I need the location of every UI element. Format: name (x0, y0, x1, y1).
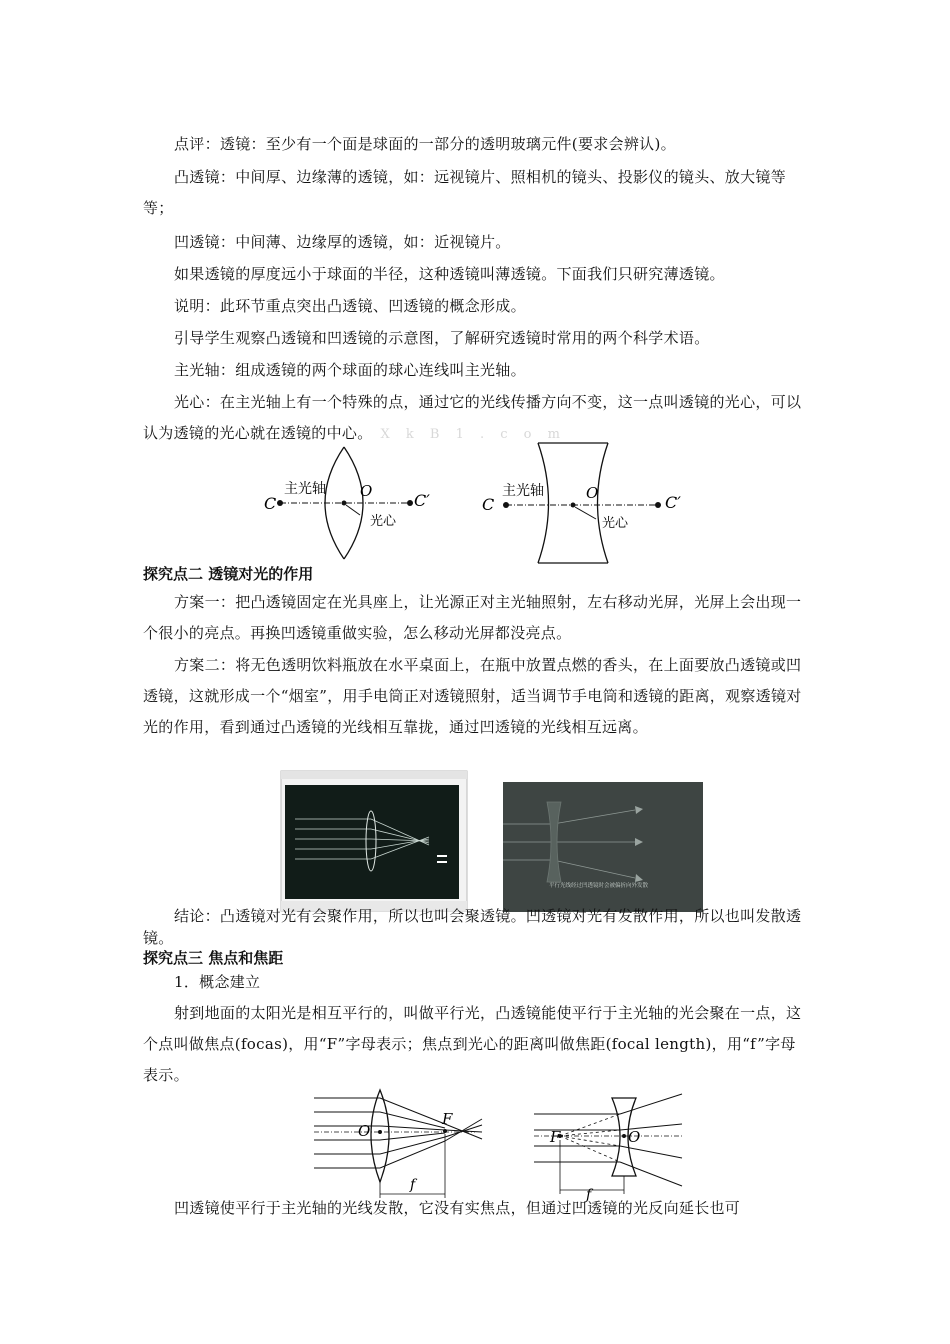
optical-center-pointer (575, 507, 596, 519)
label-O: O (586, 484, 599, 502)
optical-center-point (342, 501, 347, 506)
focus-focal-length-figure (310, 1088, 690, 1203)
label-O: O (358, 1122, 371, 1140)
center-point-C (277, 500, 283, 506)
optical-center-pointer (346, 505, 360, 515)
photo-caption: 平行光线经过凹透镜时会被偏折向外发散 (549, 883, 649, 889)
paragraph-focus-definition: 射到地面的太阳光是相互平行的，叫做平行光，凸透镜能使平行于主光轴的光会聚在一点，这个点叫做焦点(focas)，用“F”字母表示；焦点到光心的距离叫做焦距(focal length)，用“f”字母表示。 (143, 1004, 802, 1084)
screen-mark (437, 855, 447, 857)
label-O: O (628, 1128, 641, 1146)
concave-lens-left-arc (538, 443, 549, 563)
backward-extension-lines (560, 1114, 620, 1162)
paragraph-note: 说明：此环节重点突出凸透镜、凹透镜的概念形成。 (174, 297, 526, 315)
concave-lens-right-arc (598, 443, 609, 563)
simulation-canvas (285, 785, 459, 899)
paragraph-thin-lens: 如果透镜的厚度远小于球面的半径，这种透镜叫薄透镜。下面我们只研究薄透镜。 (174, 265, 725, 283)
paragraph-plan-one: 方案一：把凸透镜固定在光具座上，让光源正对主光轴照射，左右移动光屏，光屏上会出现一个很小的亮点。再换凹透镜重做实验，怎么移动光屏都没亮点。 (143, 593, 802, 642)
label-optical-center: 光心 (602, 516, 629, 531)
convex-lens-experiment-screenshot (281, 771, 467, 911)
incident-parallel-rays (534, 1114, 620, 1162)
paragraph-principal-axis: 主光轴：组成透镜的两个球面的球心连线叫主光轴。 (174, 361, 526, 379)
label-C: C (264, 494, 277, 513)
label-f: f (410, 1177, 416, 1193)
section-heading-2: 探究点二 透镜对光的作用 (143, 565, 314, 583)
label-principal-axis: 主光轴 (502, 483, 544, 499)
paragraph-optical-center (143, 387, 808, 450)
optical-center-point (378, 1130, 382, 1134)
label-optical-center: 光心 (370, 514, 397, 529)
label-F: F (442, 1110, 453, 1128)
label-f: f (586, 1187, 592, 1203)
lens-schematic-figure (260, 443, 700, 563)
label-C: C (482, 495, 495, 514)
label-O: O (360, 482, 373, 500)
convex-lens-schematic (264, 447, 430, 559)
optical-center-point (622, 1134, 626, 1138)
convex-lens-focus-diagram (314, 1090, 482, 1198)
center-point-C (503, 502, 509, 508)
photo-background (503, 782, 703, 912)
screen-mark (437, 861, 447, 863)
subheading-concept: 1．概念建立 (174, 973, 261, 991)
center-point-Cprime (655, 502, 661, 508)
paragraph-conclusion: 结论：凸透镜对光有会聚作用，所以也叫会聚透镜。凹透镜对光有发散作用，所以也叫发散透镜。 (143, 907, 802, 947)
paragraph-concave-focus: 凹透镜使平行于主光轴的光线发散，它没有实焦点，但通过凹透镜的光反向延长也可 (174, 1199, 741, 1217)
watermark: X k B 1 . c o m (380, 427, 566, 442)
paragraph-plan-two: 方案二：将无色透明饮料瓶放在水平桌面上，在瓶中放置点燃的香头，在上面要放凸透镜或凹透镜，这就形成一个“烟室”，用手电筒正对透镜照射，适当调节手电筒和透镜的距离，观察透镜对光的作用，看到通过凸透镜的光线相互靠拢，通过凹透镜的光线相互远离。 (143, 656, 802, 736)
paragraph-lens-definition: 点评：透镜：至少有一个面是球面的一部分的透明玻璃元件(要求会辨认)。 (174, 135, 676, 153)
label-F: F (550, 1128, 561, 1146)
paragraph-convex-lens: 凸透镜：中间厚、边缘薄的透镜，如：远视镜片、照相机的镜头、投影仪的镜头、放大镜等等； (143, 168, 787, 217)
optical-center-point (571, 503, 576, 508)
paragraph-guide: 引导学生观察凸透镜和凹透镜的示意图，了解研究透镜时常用的两个科学术语。 (174, 329, 710, 347)
label-principal-axis: 主光轴 (284, 481, 326, 497)
label-Cprime: C′ (665, 493, 681, 512)
concave-lens-experiment-photo (503, 782, 703, 912)
concave-lens-focus-diagram (534, 1094, 682, 1203)
focus-point (443, 1129, 447, 1133)
optical-center-text: 光心：在主光轴上有一个特殊的点，通过它的光线传播方向不变，这一点叫透镜的光心，可以认为透镜的光心就在透镜的中心。 (143, 393, 802, 442)
concave-lens-schematic (482, 443, 681, 563)
section-heading-3: 探究点三 焦点和焦距 (143, 949, 284, 967)
paragraph-concave-lens: 凹透镜：中间薄、边缘厚的透镜，如：近视镜片。 (174, 233, 511, 251)
center-point-Cprime (407, 500, 413, 506)
window-titlebar (281, 771, 467, 779)
label-Cprime: C′ (414, 491, 430, 510)
